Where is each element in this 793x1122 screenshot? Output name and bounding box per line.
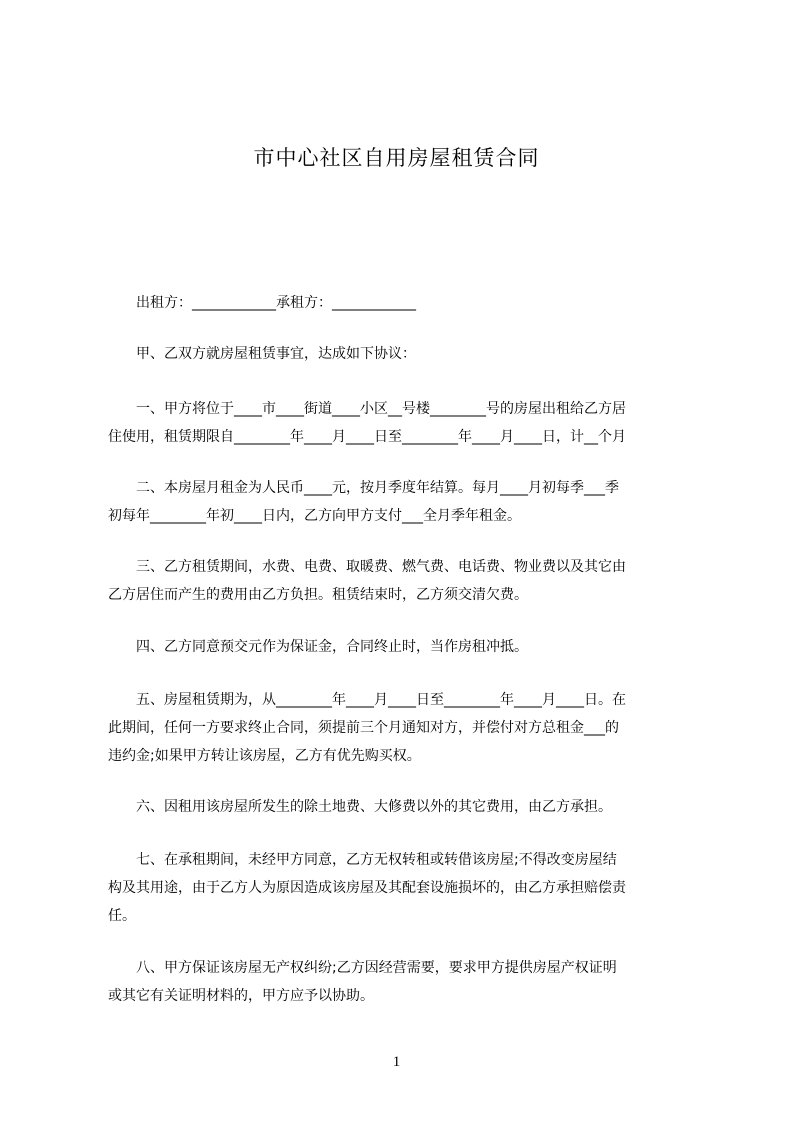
- intro-paragraph: 甲、乙双方就房屋租赁事宜，达成如下协议：: [136, 346, 416, 362]
- clause-2: 二、本房屋月租金为人民币____元，按月季度年结算。每月____月初每季___季 初每年________年初____日内，乙方向甲方支付___全月季年租金。: [108, 480, 619, 524]
- clause-3: 三、乙方租赁期间，水费、电费、取暖费、燃气费、电话费、物业费以及其它由 乙方居住而产生的费用由乙方负担。租赁结束时，乙方须交清欠费。: [108, 559, 626, 603]
- page-number: 1: [392, 1054, 401, 1070]
- document-title: 市中心社区自用房屋租赁合同: [253, 146, 540, 170]
- parties-line: 出租方：____________承租方：____________: [136, 295, 416, 311]
- clause-7: 七、在承租期间，未经甲方同意，乙方无权转租或转借该房屋;不得改变房屋结 构及其用途，由于乙方人为原因造成该房屋及其配套设施损坏的，由乙方承担赔偿责 任。: [108, 852, 626, 924]
- clause-1: 一、甲方将位于____市____街道____小区__号楼________号的房屋出租给乙方居 住使用，租赁期限自________年____月____日至________年____月____日，计__个月: [108, 401, 626, 445]
- clause-8: 八、甲方保证该房屋无产权纠纷;乙方因经营需要，要求甲方提供房屋产权证明 或其它有关证明材料的，甲方应予以协助。: [108, 960, 617, 1004]
- clause-6: 六、因租用该房屋所发生的除土地费、大修费以外的其它费用，由乙方承担。: [136, 799, 612, 815]
- clause-5: 五、房屋租赁期为，从________年____月____日至________年____月____日。在 此期间，任何一方要求终止合同，须提前三个月通知对方，并偿付对方总租金___的 违约金;如果甲方转让该房屋，乙方有优先购买权。: [108, 692, 626, 764]
- clause-4: 四、乙方同意预交元作为保证金，合同终止时，当作房租冲抵。: [136, 639, 528, 655]
